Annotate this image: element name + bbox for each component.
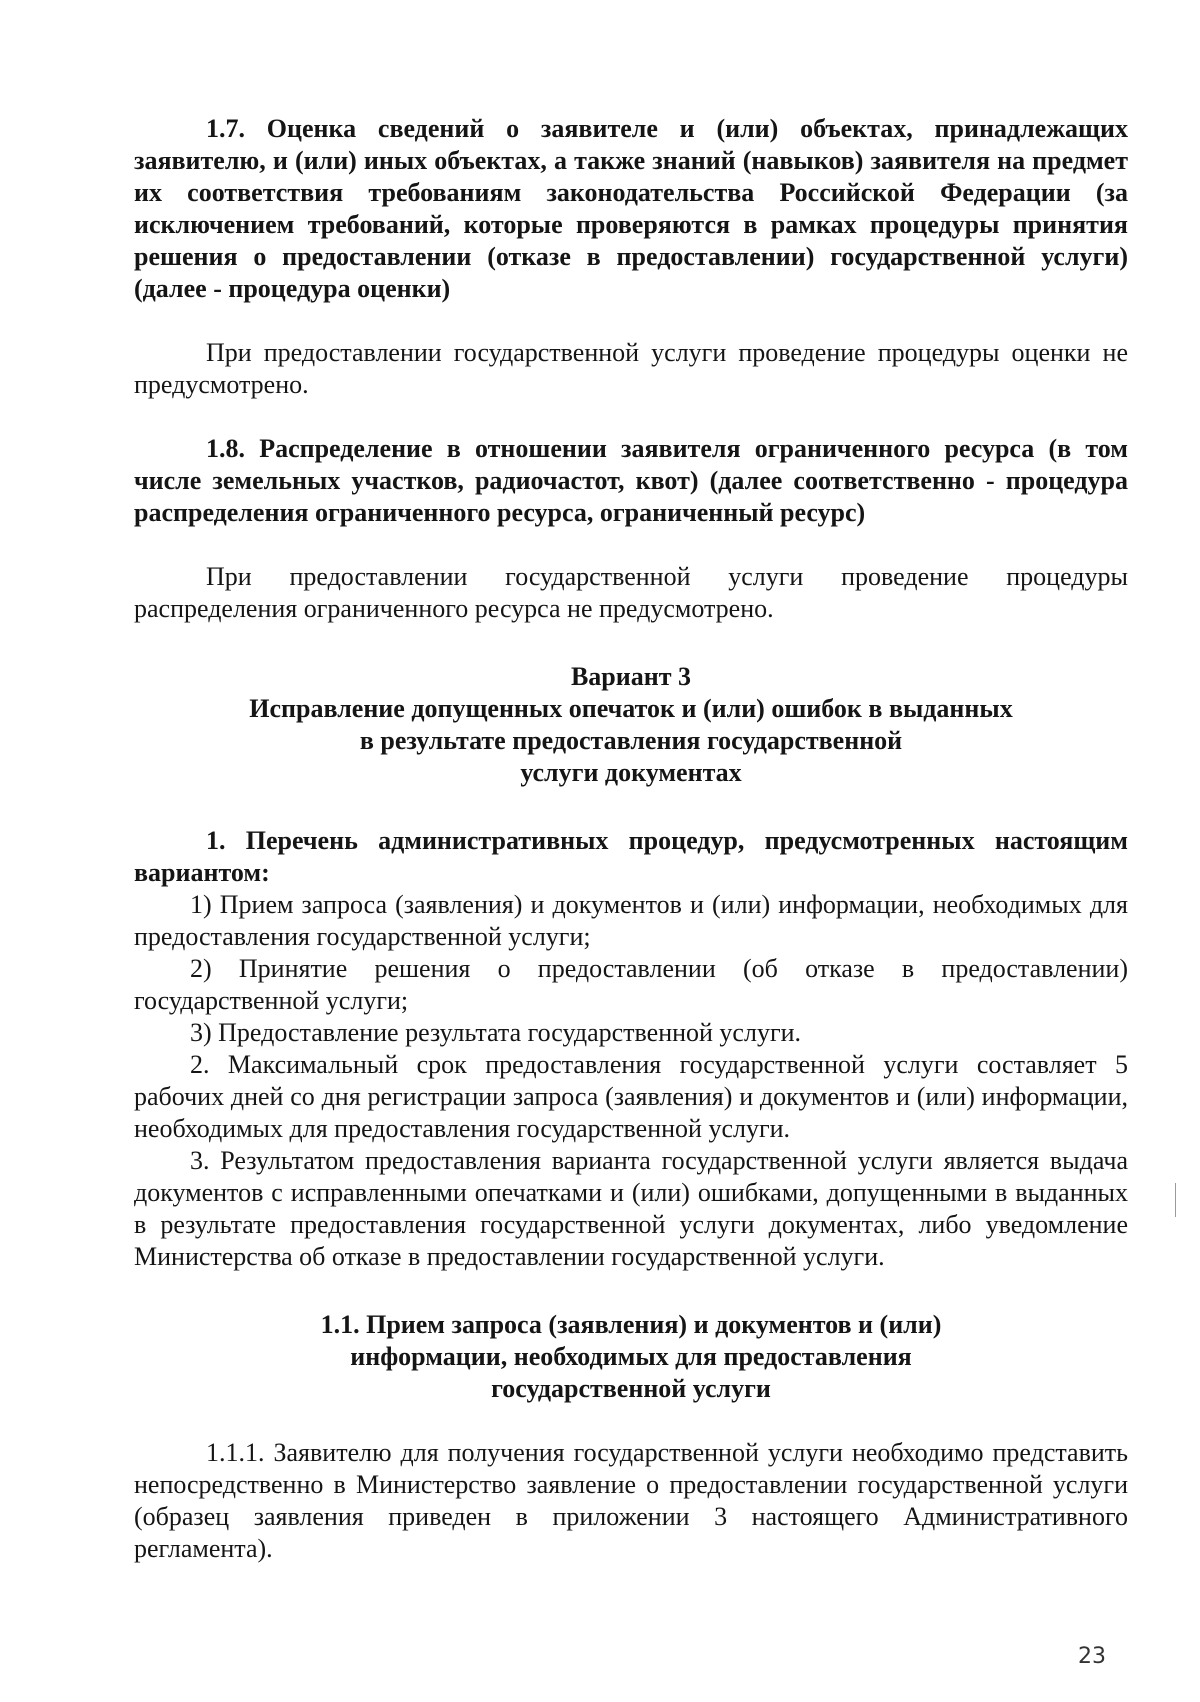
section-1-7-heading: 1.7. Оценка сведений о заявителе и (или) объектах, принадлежащих заявителю, и (или) иных объектах, а также знаний (навыков) заявителя на предмет их соответствия требованиям законодательства Российской Федерации (за исключением требований, которые проверяются в рамках процедуры принятия решения о предоставлении (отказе в предоставлении) государственной услуги) (далее - процедура оценки) <box>134 114 1128 303</box>
variant-label: Вариант 3 <box>570 662 692 691</box>
section-1-7-body: При предоставлении государственной услуги проведение процедуры оценки не предусмотрено. <box>134 338 1128 399</box>
max-term-paragraph: 2. Максимальный срок предоставления государственной услуги составляет 5 рабочих дней со дня регистрации запроса (заявления) и документов и (или) информации, необходимых для предоставления государственной услуги. <box>134 1050 1128 1143</box>
section-1-8-body: При предоставлении государственной услуги проведение процедуры распределения ограниченного ресурса не предусмотрено. <box>134 562 1128 623</box>
document-body <box>134 113 1128 1565</box>
procedure-item: 3) Предоставление результата государственной услуги. <box>190 1018 802 1047</box>
section-1-1-heading-line: информации, необходимых для предоставления <box>350 1342 912 1371</box>
section-1-1-heading <box>134 1309 1128 1405</box>
section-1-1-heading-line: 1.1. Прием запроса (заявления) и документов и (или) <box>320 1310 942 1339</box>
procedures-heading: 1. Перечень административных процедур, предусмотренных настоящим вариантом: <box>134 826 1128 887</box>
section-1-1-heading-line: государственной услуги <box>491 1374 771 1403</box>
variant-heading <box>134 661 1128 789</box>
variant-title-line: в результате предоставления государственной <box>359 726 903 755</box>
procedure-item: 2) Принятие решения о предоставлении (об отказе в предоставлении) государственной услуги; <box>134 954 1128 1015</box>
section-1-8-heading: 1.8. Распределение в отношении заявителя ограниченного ресурса (в том числе земельных участков, радиочастот, квот) (далее соответственно - процедура распределения ограниченного ресурса, ограниченный ресурс) <box>134 434 1128 527</box>
page-number: 23 <box>1078 1644 1106 1669</box>
result-paragraph: 3. Результатом предоставления варианта государственной услуги является выдача документов с исправленными опечатками и (или) ошибками, допущенными в выданных в результате предоставления государственной услуги документах, либо уведомление Министерства об отказе в предоставлении государственной услуги. <box>134 1146 1128 1271</box>
variant-title-line: услуги документах <box>520 758 742 787</box>
variant-title-line: Исправление допущенных опечаток и (или) ошибок в выданных <box>249 694 1013 723</box>
scan-artifact-mark <box>1175 1183 1176 1217</box>
procedure-item: 1) Прием запроса (заявления) и документов и (или) информации, необходимых для предоставления государственной услуги; <box>134 890 1128 951</box>
section-1-1-1-paragraph: 1.1.1. Заявителю для получения государственной услуги необходимо представить непосредственно в Министерство заявление о предоставлении государственной услуги (образец заявления приведен в приложении 3 настоящего Административного регламента). <box>134 1438 1128 1563</box>
